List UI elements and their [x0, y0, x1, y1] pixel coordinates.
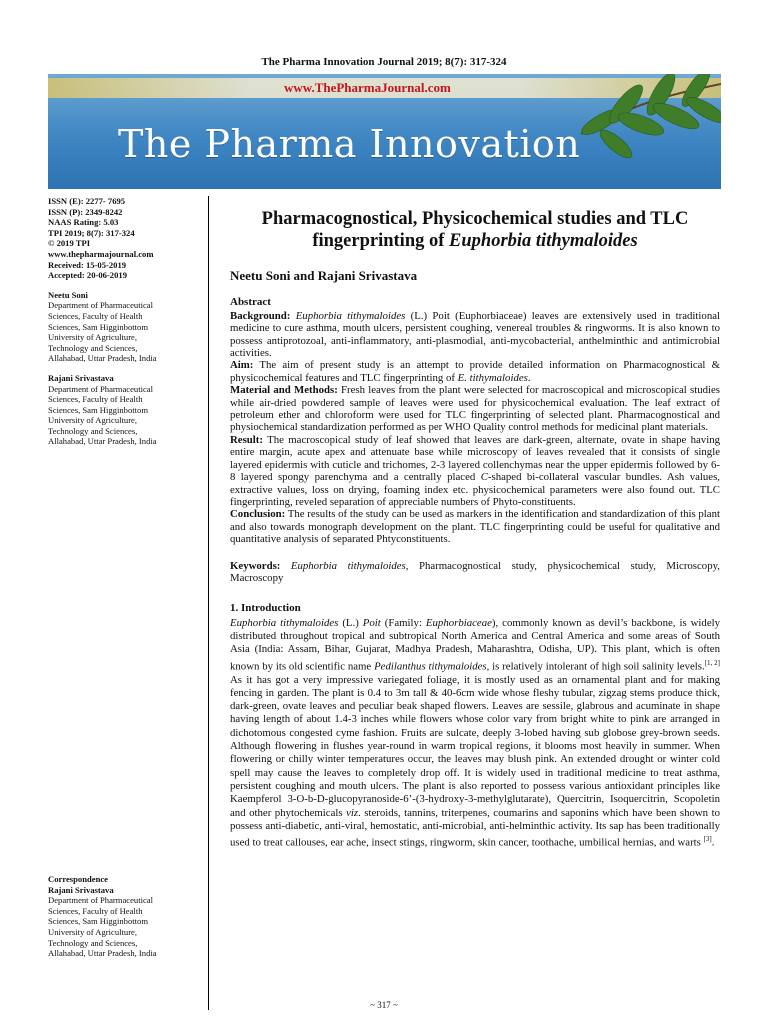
issn-p: ISSN (P): 2349-8242	[48, 206, 123, 217]
abstract-conclusion	[230, 508, 720, 545]
tpi-issue: TPI 2019; 8(7): 317-324	[48, 227, 135, 238]
introduction-text	[230, 617, 720, 850]
intro-fragment: ), commonly known as devil’s backbone, is widely distributed throughout tropical and subtropical North America and Central America and some areas of South Asia (India: Assam, Bihar, Gujarat, Madhya Pradesh, Maharashtra, Odisha, UP). This plant, which is often known by its old scientific name	[230, 616, 721, 673]
author1-name: Neetu Soni	[48, 289, 88, 300]
copyright: © 2019 TPI	[48, 238, 91, 249]
keywords-label: Keywords:	[230, 559, 281, 572]
species-name: Euphorbia tithymaloides	[295, 309, 406, 322]
leaf-icon	[521, 74, 721, 189]
species-name: Euphorbia tithymaloides	[230, 616, 339, 629]
page-number: ~ 317 ~	[370, 1000, 398, 1010]
journal-banner	[48, 74, 721, 189]
conclusion-text: The results of the study can be used as markers in the identification and standardization of this plant and also towards monograph development on the plant. TLC fingerprinting could be useful for qualitative and quantitative analysis of separated Phtyconstituents.	[230, 508, 720, 546]
abstract-background	[230, 310, 720, 360]
affiliation-line: University of Agriculture,	[48, 415, 138, 426]
aim-label: Aim:	[230, 359, 254, 372]
intro-fragment: viz	[346, 806, 359, 819]
aim-text: The aim of present study is an attempt to provide detailed information on Pharmacognostical & physicochemical features and TLC fingerprinting of	[230, 359, 720, 384]
intro-fragment: (L.)	[338, 616, 363, 629]
affiliation-line: University of Agriculture,	[48, 926, 138, 937]
species-name: Euphorbia tithymaloides	[290, 559, 406, 572]
affiliation-line: Sciences, Sam Higginbottom	[48, 916, 149, 927]
background-label: Background:	[230, 309, 291, 322]
result-label: Result:	[230, 433, 263, 446]
article-title	[230, 208, 720, 252]
abstract-result	[230, 434, 720, 508]
article-sidebar	[48, 196, 209, 1010]
old-scientific-name: Pedilanthus tithymaloides	[374, 660, 487, 673]
intro-fragment: As it has got a very impressive variegated foliage, it is mostly used as an ornamental plant and for making fencing in garden. The plant is 0.4 to 3m tall & 40-6cm wide whose fleshy tubular, zigzag stems produce thick, dark-green, ovate leaves and peculiar beak shaped flowers. Leaves are sessile, glabrous and acuminate in shape having length of about 1.4-3 inches while flowers whose color vary from bright white to pink are arranged in dichotomous congested cyme fashion. Fruits are sulcate, deeply 3-lobed having sub globose grey-brown seeds. Although flowering in flushes year-round in warm tropical regions, it blooms most heavily in summer. When flowering or chilly winter temperatures occur, the leaves may blush pink. An extended drought or winter cold spell may cause the leaves to completely drop off. It is widely used in traditional medicine to treat asthma, persistent coughing and mouth ulcers. The plant is also reported to possess various antioxidant principles like Kaempferol 3-O-b-D-glucopyranoside-6’-(3-hydroxy-3-methylglutarate), Quercitrin, Isoquercitrin, Scopoletin and other phytochemicals	[230, 673, 720, 819]
keywords	[230, 560, 720, 585]
affiliation-line: Department of Pharmaceutical	[48, 300, 153, 311]
affiliation-line: Technology and Sciences,	[48, 425, 138, 436]
correspondence-block	[48, 874, 206, 959]
title-species: Euphorbia tithymaloides	[449, 231, 638, 251]
family-name: Euphorbiaceae	[425, 616, 492, 629]
affiliation-line: Sciences, Sam Higginbottom	[48, 404, 149, 415]
author2-name: Rajani Srivastava	[48, 372, 114, 383]
title-line-2: fingerprinting of	[312, 231, 450, 251]
conclusion-label: Conclusion:	[230, 508, 286, 521]
intro-fragment: Poit	[362, 616, 381, 629]
introduction-heading: 1. Introduction	[230, 602, 301, 615]
affiliation-line: University of Agriculture,	[48, 332, 138, 343]
correspondence-name: Rajani Srivastava	[48, 884, 114, 895]
background-text: (L.) Poit (Euphorbiaceae) leaves are extensively used in traditional medicine to cure asthma, mouth ulcers, persistent coughing, venereal troubles & ringworms. It is also known to possess antiprotozoal, anti-inflammatory, anti-plasmodial, anti-mycobacterial, anthelminthic and antimicrobial activities.	[230, 309, 721, 360]
correspondence-label: Correspondence	[48, 874, 108, 884]
article-body	[230, 208, 720, 850]
journal-url[interactable]: www.ThePharmaJournal.com	[284, 80, 451, 95]
accepted-date: Accepted: 20-06-2019	[48, 270, 127, 281]
abstract-methods	[230, 384, 720, 434]
result-text: The macroscopical study of leaf showed that leaves are dark-green, alternate, ovate in shape having entire margin, acute apex and attenuate base while microscopy of leaves revealed that it consists of single layered epidermis with cuticle and trichomes, 2-3 layered collenchymas near the upper epidermis followed by 6-8 layered spongy parenchyma and a centrally placed	[230, 433, 720, 484]
naas-rating: NAAS Rating: 5.03	[48, 217, 119, 228]
author1-affiliation	[48, 290, 208, 364]
species-name: E. tithymaloides	[457, 371, 528, 384]
abstract-aim	[230, 359, 720, 384]
methods-label: Material and Methods:	[230, 384, 338, 397]
affiliation-line: Allahabad, Uttar Pradesh, India	[48, 353, 157, 364]
affiliation-line: Allahabad, Uttar Pradesh, India	[48, 436, 157, 447]
author2-affiliation	[48, 373, 208, 447]
affiliation-line: Sciences, Faculty of Health	[48, 394, 143, 405]
affiliation-line: Sciences, Sam Higginbottom	[48, 321, 149, 332]
affiliation-line: Technology and Sciences,	[48, 342, 138, 353]
article-authors: Neetu Soni and Rajani Srivastava	[230, 268, 418, 283]
affiliation-line: Sciences, Faculty of Health	[48, 905, 143, 916]
keywords-text: , Pharmacognostical study, physicochemical study, Microscopy, Macroscopy	[230, 559, 720, 584]
journal-title: The Pharma Innovation	[118, 122, 581, 166]
affiliation-line: Department of Pharmaceutical	[48, 895, 153, 906]
intro-fragment: , is relatively intolerant of high soil salinity levels.	[486, 660, 705, 673]
issn-e: ISSN (E): 2277- 7695	[48, 196, 126, 206]
affiliation-line: Sciences, Faculty of Health	[48, 310, 143, 321]
result-c: C	[480, 471, 488, 484]
intro-fragment: .	[711, 836, 715, 849]
intro-fragment: (Family:	[380, 616, 426, 629]
methods-text: Fresh leaves from the plant were selected for macroscopical and microscopical studies while air-dried powdered sample of leaves were used for physicochemical evaluation. The leaf extract of petroleum ether and chloroform were used for TLC fingerprinting of selected plant. Pharmacognostical and physiochemical standardization performed as per WHO Quality control methods for medicinal plant materials.	[230, 384, 720, 434]
reference-link[interactable]: [1, 2]	[704, 658, 720, 667]
reference-link[interactable]: [3]	[703, 835, 712, 844]
article-meta	[48, 196, 208, 281]
received-date: Received: 15-05-2019	[48, 259, 127, 270]
abstract-heading: Abstract	[230, 296, 271, 309]
journal-website[interactable]: www.thepharmajournal.com	[48, 248, 154, 259]
journal-citation: The Pharma Innovation Journal 2019; 8(7): 317-324	[261, 56, 507, 68]
result-text-2: -shaped bi-collateral vascular bundles. Ash values, extractive values, loss on drying, foaming index etc. physicochemical parameters were also found out. TLC fingerprinting, reveled separation of appreciable numbers of Phyto-constituents.	[230, 471, 720, 508]
affiliation-line: Department of Pharmaceutical	[48, 383, 153, 394]
intro-fragment: . steroids, tannins, triterpenes, coumarins and saponins which have been shown to possess anti-diabetic, anti-viral, hemostatic, anti-microbial, anti-helminthic activity. Its sap has been traditionally used to treat callouses, ear ache, insect stings, ringworm, skin cancer, toothache, umbilical hernias, and warts	[230, 806, 720, 849]
aim-end: .	[527, 371, 531, 384]
title-line-1: Pharmacognostical, Physicochemical studies and TLC	[261, 209, 689, 229]
affiliation-line: Allahabad, Uttar Pradesh, India	[48, 948, 157, 959]
affiliation-line: Technology and Sciences,	[48, 937, 138, 948]
